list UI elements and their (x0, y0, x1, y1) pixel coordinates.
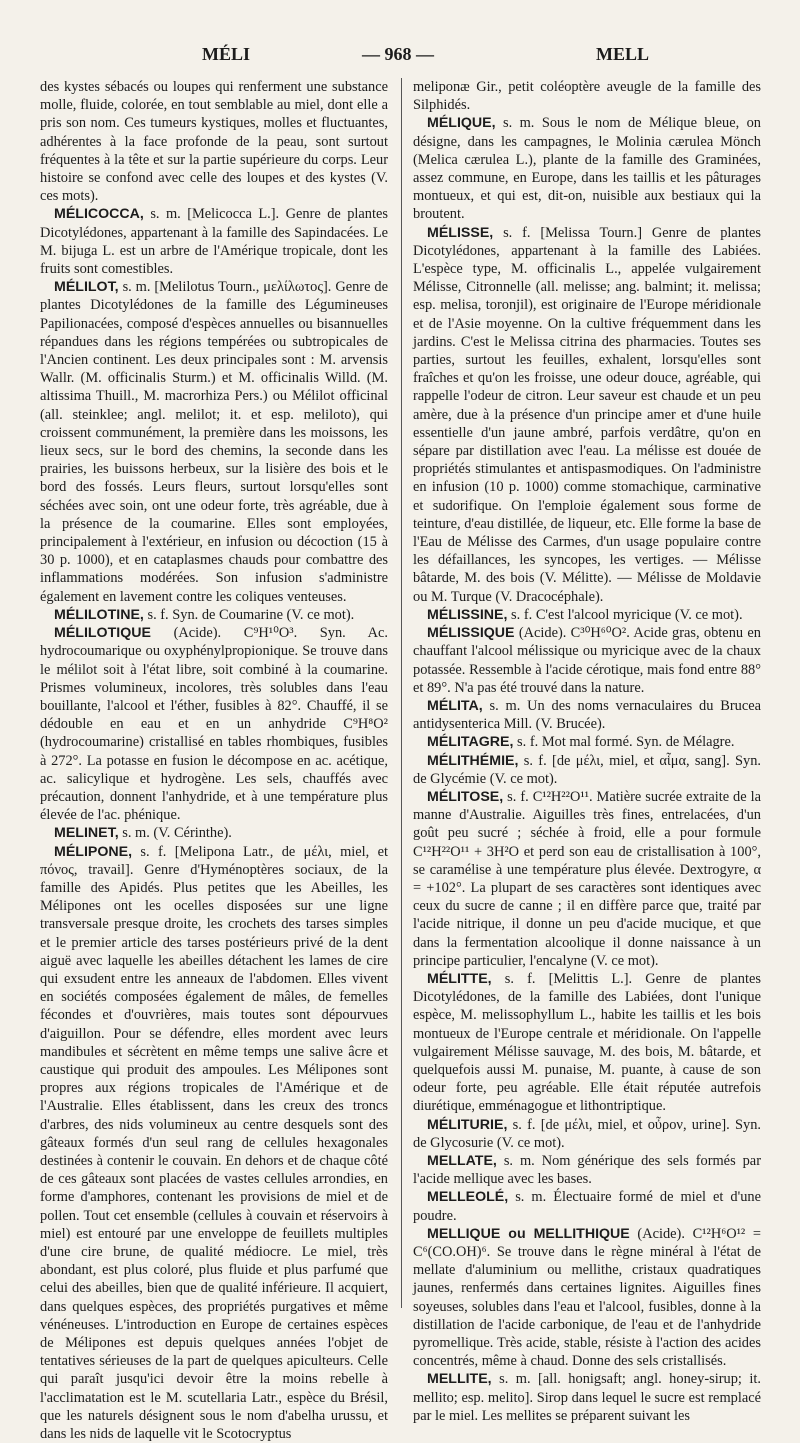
dictionary-entry (413, 1152, 761, 1188)
entry-text: s. f. [de μέλι, miel, et αἷμα, sang]. Syn. de Glycémie (V. ce mot). (413, 752, 761, 787)
entry-text: s. f. [de μέλι, miel, et οὖρον, urine]. Syn. de Glycosurie (V. ce mot). (413, 1116, 761, 1151)
entry-headword: MÉLITTE, (427, 970, 492, 987)
dictionary-entry (40, 205, 388, 278)
entry-headword: MÉLITA, (427, 697, 483, 714)
entry-text: des kystes sébacés ou loupes qui renferment une substance molle, fluide, colorée, en tout semblable au miel, dont elle a pris son nom. Ces tumeurs kystiques, molles et fluctuantes, adhérentes à la face profonde de la peau, sont surtout fréquentes à la tête et sur la partie supérieure du corps. Leur histoire se confond avec celle des loupes et des kystes (V. ces mots). (40, 79, 388, 205)
header-right-guide-word: MELL (596, 44, 650, 64)
entry-headword: MELLATE, (427, 1152, 497, 1169)
entry-text: s. m. [Melicocca L.]. Genre de plantes Dicotylédones, appartenant à la famille des Sapindacées. Le M. bijuga L. est un arbre de l'Amérique tropicale, dont les fruits sont comestibles. (40, 206, 388, 278)
entry-text: s. m. Électuaire formé de miel et d'une poudre. (413, 1189, 761, 1224)
entry-text: (Acide). C³⁰H⁶⁰O². Acide gras, obtenu en chauffant l'alcool mélissique ou myricique avec de la chaux potassée. Ressemble à l'acide cérotique, mais fond entre 88° et 89°. N'a pas été trouvé dans la nature. (413, 625, 761, 696)
header-left-guide-word: MÉLI (202, 44, 251, 64)
entry-headword: MÉLITURIE, (427, 1116, 508, 1133)
entry-text: s. m. Un des noms vernaculaires du Brucea antidysenterica Mill. (V. Brucée). (413, 697, 761, 733)
dictionary-entry (40, 824, 388, 842)
entry-text: s. m. Sous le nom de Mélique bleue, on désigne, dans les campagnes, le Molinia cærulea Mönch (Melica cærulea L.), plante de la famille des Graminées, assez commune, en Europe, dans les taillis et les pâturages montueux, et qui est, dit-on, nuisible aux bestiaux qui la broutent. (413, 115, 761, 223)
entry-headword: MÉLIQUE, (427, 115, 496, 132)
entry-text: s. m. [Melilotus Tourn., μελίλωτος]. Genre de plantes Dicotylédones de la famille des Légumineuses Papilionacées, composé d'espèces annuelles ou bisannuelles répandues dans les régions tempérées ou subtropicales de l'Ancien continent. Les deux principales sont : M. arvensis Wallr. (M. officinalis Sturm.) et M. officinalis Willd. (M. altissima Thuill., M. macrorhiza Pers.) ou Mélilot officinal (all. steinklee; angl. melilot; it. et esp. meliloto), qui croissent communément, la première dans les moissons, les lieux secs, sur le bord des chemins, la seconde dans les prairies, les buissons herbeux, sur la lisière des bois et le bord des fossés. Leurs fleurs, surtout lorsqu'elles sont séchées avec soin, ont une odeur forte, très agréable, due à la présence de la coumarine. Elles sont employées, principalement à l'extérieur, en infusion ou décoction (15 à 30 p. 1000), et en cataplasmes chauds pour combattre des inflammations modérées. Son infusion s'administre également en lavement contre les coliques venteuses. (40, 279, 388, 605)
entry-text: s. f. C'est l'alcool myricique (V. ce mot). (511, 606, 743, 623)
entry-text: s. f. [Melissa Tourn.] Genre de plantes Dicotylédones, appartenant à la famille des Labiées. L'espèce type, M. officinalis L., appelée vulgairement Mélisse, Citronnelle (all. melisse; ang. balmint; it. melissa; esp. melisa, toronjil), est originaire de l'Europe méridionale et de l'Asie moyenne. On la cultive fréquemment dans les jardins. C'est le Melissa citrina des pharmacies. Toutes ses parties, surtout les feuilles, exhalent, lorsqu'elles sont fraîches et qu'on les froisse, une odeur douce, agréable, qui rappelle l'odeur de citron. Leur saveur est chaude et un peu amère, due à la présence d'un principe amer et d'une huile essentielle d'un jaune ambré, parfois verdâtre, qu'on en sépare par distillation avec l'eau. La mélisse est douée de propriétés stimulantes et antispasmodiques. On l'administre en infusion (10 p. 1000) comme stomachique, carminative et sudorifique. On l'emploie également sous forme de teinture, d'eau distillée, de liqueur, etc. Elle forme la base de l'Eau de Mélisse des Carmes, d'un usage populaire contre les défaillances, les syncopes, les vertiges. — Mélisse bâtarde, M. des bois (V. Mélitte). — Mélisse de Moldavie ou M. Turque (V. Dracocéphale). (413, 224, 761, 605)
dictionary-entry (40, 278, 388, 606)
entry-headword: MÉLITAGRE, (427, 734, 514, 751)
dictionary-entry (413, 1225, 761, 1371)
page-header (40, 44, 760, 72)
entry-headword: MELLEOLÉ, (427, 1189, 509, 1206)
entry-text: s. m. Nom générique des sels formés par l'acide mellique avec les bases. (413, 1152, 761, 1188)
entry-headword: MÉLILOT, (54, 279, 119, 296)
entry-text: s. m. (V. Cérinthe). (122, 825, 232, 842)
entry-headword: MÉLICOCCA, (54, 206, 144, 223)
entry-headword: MÉLISSE, (427, 224, 494, 241)
left-column (40, 78, 388, 1443)
dictionary-entry (413, 606, 761, 624)
column-divider (401, 78, 402, 1308)
dictionary-entry (413, 1188, 761, 1224)
entry-text: s. f. [Melittis L.]. Genre de plantes Dicotylédones, de la famille des Labiées, dont l'unique espèce, M. melissophyllum L., habite les taillis et les bois montueux de l'Europe centrale et méridionale. On l'appelle vulgairement Mélisse sauvage, M. des bois, M. bâtarde, et quelquefois aussi M. punaise, M. puante, à cause de son odeur forte, peu agréable. Elle était réputée autrefois diurétique, emménagogue et lithontriptique. (413, 970, 761, 1115)
dictionary-entry (413, 114, 761, 223)
entry-headword: MÉLILOTINE, (54, 606, 144, 623)
entry-text: s. f. Mot mal formé. Syn. de Mélagre. (517, 734, 735, 751)
entry-headword: MELINET, (54, 825, 119, 842)
dictionary-entry (413, 1116, 761, 1152)
dictionary-entry (413, 697, 761, 733)
entry-text: (Acide). C⁹H¹⁰O³. Syn. Ac. hydrocoumarique ou oxyphénylpropionique. Se trouve dans le mélilot soit à l'état libre, soit combiné à la coumarine. Prismes volumineux, incolores, très solubles dans l'eau bouillante, l'alcool et l'éther, fusibles à 82°. Chauffé, il se dédouble en eau et en un anhydride C⁹H⁸O² (hydrocoumarine) cristallisé en tables rhombiques, fusibles à 272°. La potasse en fusion le décompose en ac. acétique, ac. salicylique et hydrogène. Les sels, chauffés avec précaution, donnent l'anhydride, et à une température plus élevée de l'ac. phénique. (40, 625, 388, 824)
dictionary-entry (413, 78, 761, 114)
entry-text: meliponæ Gir., petit coléoptère aveugle de la famille des Silphidés. (413, 79, 761, 114)
entry-text: s. f. [Melipona Latr., de μέλι, miel, et πόνος, travail]. Genre d'Hyménoptères sociaux, de la famille des Apidés. Plus petites que les Abeilles, les Mélipones ont les ocelles disposées sur une ligne transversale presque droite, les crochets des tarses simples et le premier article des tarses postérieurs privé de la dent aiguë avec laquelle les abeilles détachent les lames de cire qui exsudent entre les anneaux de l'abdomen. Elles vivent en sociétés composées également de mâles, de femelles fécondes et d'ouvrières, mais toutes sont dépourvues d'aiguillon. Pour se défendre, elles mordent avec leurs mandibules et sécrètent en même temps une salive âcre et caustique qui produit des ampoules. Les Mélipones sont propres aux régions tropicales de l'Amérique et de l'Australie. Elles établissent, dans les creux des troncs d'arbres, des nids volumineux au centre desquels sont des gâteaux formés d'un seul rang de cellules hexagonales destinées à contenir le couvain. En dehors et de chaque côté de ces gâteaux sont placées de vastes cellules arrondies, en forme d'amphores, contenant les provisions de miel et de pollen. Tout cet ensemble (cellules à couvain et réservoirs à miel) est entouré par une enveloppe de feuillets multiples d'une cire brune, de qualité médiocre. Le miel, très abondant, est plus coloré, plus fluide et plus parfumé que celui des abeilles, bien que de qualité inférieure. Il acquiert, dans quelques espèces, des propriétés purgatives et même vénéneuses. L'introduction en Europe de certaines espèces de Mélipones est depuis quelques années l'objet de tentatives sérieuses de la part de quelques apiculteurs. Celle qui paraît jusqu'ici devoir être la moins rebelle à l'acclimatation est le M. scutellaria Latr., espèce du Brésil, que les naturels désignent sous le nom d'abelha urussu, et dans les nids de laquelle vit le Scotocryptus (40, 843, 388, 1443)
dictionary-entry (413, 624, 761, 697)
entry-headword: MELLITE, (427, 1371, 492, 1388)
dictionary-entry (40, 606, 388, 624)
entry-headword: MÉLILOTIQUE (54, 625, 151, 642)
entry-text: s. m. [all. honigsaft; angl. honey-sirup; it. mellito; esp. melito]. Sirop dans lequel le sucre est remplacé par le miel. Les mellites se préparent suivant les (413, 1371, 761, 1424)
entry-text: s. f. Syn. de Coumarine (V. ce mot). (147, 606, 355, 623)
entry-text: (Acide). C¹²H⁶O¹² = C⁶(CO.OH)⁶. Se trouve dans le règne minéral à l'état de mellate d'aluminium ou mellithe, cristaux quadratiques jaunes, renfermés dans certaines lignites. Aiguilles fines soyeuses, solubles dans l'eau et l'alcool, fusibles, donne à la distillation de l'acide carbonique, de l'eau et de l'anhydride pyromellique. Très acide, stable, résiste à l'action des acides concentrés, même à chaud. Donne des sels cristallisés. (413, 1225, 761, 1370)
dictionary-entry (413, 733, 761, 751)
entry-headword: MELLIQUE ou MELLITHIQUE (427, 1225, 630, 1242)
dictionary-entry (40, 624, 388, 824)
dictionary-entry (413, 752, 761, 788)
dictionary-entry (413, 224, 761, 606)
entry-headword: MÉLITOSE, (427, 788, 504, 805)
entry-headword: MÉLITHÉMIE, (427, 752, 519, 769)
dictionary-entry (413, 788, 761, 970)
dictionary-entry (413, 1370, 761, 1425)
dictionary-entry (40, 843, 388, 1443)
entry-headword: MÉLISSINE, (427, 606, 508, 623)
right-column (413, 78, 761, 1424)
dictionary-entry (40, 78, 388, 205)
entry-headword: MÉLISSIQUE (427, 625, 515, 642)
entry-text: s. f. C¹²H²²O¹¹. Matière sucrée extraite de la manne d'Australie. Aiguilles très fines, entrelacées, d'un goût peu sucré ; séchée à froid, elle a pour formule C¹²H²²O¹¹ + 3H²O et perd son eau de cristallisation à 100°, se caramélise à une température plus élevée. Dextrogyre, α = +102°. La plupart de ses caractères sont identiques avec ceux du sucre de canne ; il en diffère parce que, traité par l'acide nitrique, il donne un peu d'acide mucique, et que dans la fermentation alcoolique il donne naissance à un principe particulier, l'encalyne (V. ce mot). (413, 788, 761, 969)
dictionary-entry (413, 970, 761, 1116)
page-number: — 968 — (362, 44, 434, 64)
entry-headword: MÉLIPONE, (54, 843, 133, 860)
